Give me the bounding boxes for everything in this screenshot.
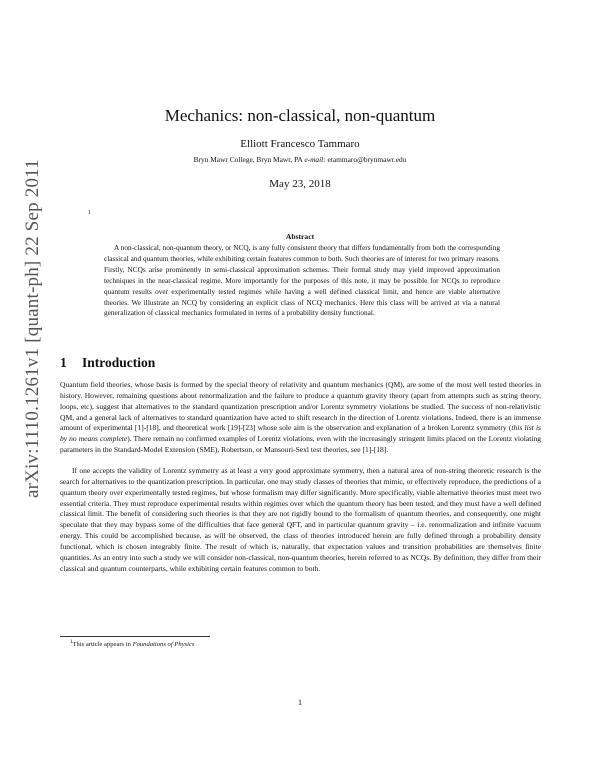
intro-paragraph-1	[60, 380, 541, 456]
paper-title: Mechanics: non-classical, non-quantum	[164, 106, 436, 125]
footnote-journal: Foundations of Physics	[132, 641, 195, 649]
author-affiliation	[0, 155, 600, 164]
para1-text-b: ). There remain no confirmed examples of Lorentz violations, even with the increasingly stringent limits placed on the Lorentz violating parameters in the Standard-Model Extension (SME), Robertson, or Mansouri-Sexl test theories, see [1]-[18].	[60, 434, 541, 455]
title-footnote-marker: 1	[88, 210, 91, 216]
abstract-text: A non-classical, non-quantum theory, or NCQ, is any fully consistent theory that differs fundamentally from both the corresponding classical and quantum theories, while exhibiting certain features common to both. Such theories are of interest for two primary reasons. Firstly, NCQs arise prominently in semi-classical approximation schemes. Their formal study may yield improved approximation techniques in the near-classical regime. More importantly for the purposes of this note, it may be possible for NCQs to reproduce quantum results over experimentally tested regimes while having a well defined classical limit, and hence are viable alternative theories. We illustrate an NCQ by considering an explicit class of NCQ mechanics. Here this class will be arrived at via a natural generalization of classical mechanics formulated in terms of a probability density functional.	[104, 243, 500, 318]
para1-italic: this list is by no means complete	[60, 423, 541, 444]
section-heading	[60, 355, 155, 371]
footnote	[70, 640, 194, 648]
page-number: 1	[298, 698, 302, 707]
intro-paragraph-2: If one accepts the validity of Lorentz symmetry as at least a very good approximate symmetry, then a natural area of non-string theoretic research is the search for alternatives to the quantization prescription. In particular, one may study classes of theories that mimic, or effectively reproduce, the predictions of a quantum theory over experimentally tested regimes, but whose formalism may differ significantly. More specifically, viable alternative theories must meet two essential criteria. They must reproduce experimental results within regimes over which the quantum theory has been tested, and they must have a well defined classical limit. The benefit of considering such theories is that they are not rigidly bound to the formalism of quantum theories, and consequently, one might speculate that they may bypass some of the difficulties that face general QFT, and in particular quantum gravity – i.e. renormalization and infinite vacuum energy. This could be accomplished because, as will be observed, the class of theories introduced herein are fully defined through a probability density functional, which is chosen integrably finite. The result of which is, naturally, that expectation values and transition probabilities are themselves finite quantities. As an entry into such a study we will consider non-classical, non-quantum theories, herein referred to as NCQs. By definition, they differ from their classical and quantum counterparts, while exhibiting certain features common to both.	[60, 466, 541, 573]
section-title: Introduction	[82, 355, 156, 370]
author-email: etammaro@brynmawr.edu	[327, 155, 407, 164]
para1-text-a: Quantum field theories, whose basis is formed by the special theory of relativity and quantum mechanics (QM), are some of the most well tested theories in history. However, remaining questions about renormalization and the failure to produce a quantum gravity theory (apart from attempts such as string theory, loops, etc), suggest that alternatives to the standard quantization prescription and/or Lorentz symmetry violations be studied. The success of non-relativistic QM, and a general lack of alternatives to standard quantization have acted to shift research in the direction of Lorentz violations. Indeed, there is an immense amount of experimental [1]-[18], and theoretical work [19]-[23] whose sole aim is the observation and explanation of a broken Lorentz symmetry (	[60, 380, 541, 433]
section-number: 1	[60, 355, 67, 370]
arxiv-identifier-stamp: arXiv:1110.1261v1 [quant-ph] 22 Sep 2011	[22, 159, 43, 498]
footnote-text: This article appears in	[72, 641, 131, 649]
footnote-rule	[60, 636, 210, 637]
author-name: Elliott Francesco Tammaro	[240, 138, 360, 150]
footnote-marker: 1	[70, 640, 73, 645]
email-label: e-mail:	[304, 155, 326, 164]
paper-date: May 23, 2018	[269, 178, 331, 190]
abstract-heading: Abstract	[285, 232, 315, 241]
affiliation-institution: Bryn Mawr College, Bryn Mawr, PA	[193, 155, 303, 164]
